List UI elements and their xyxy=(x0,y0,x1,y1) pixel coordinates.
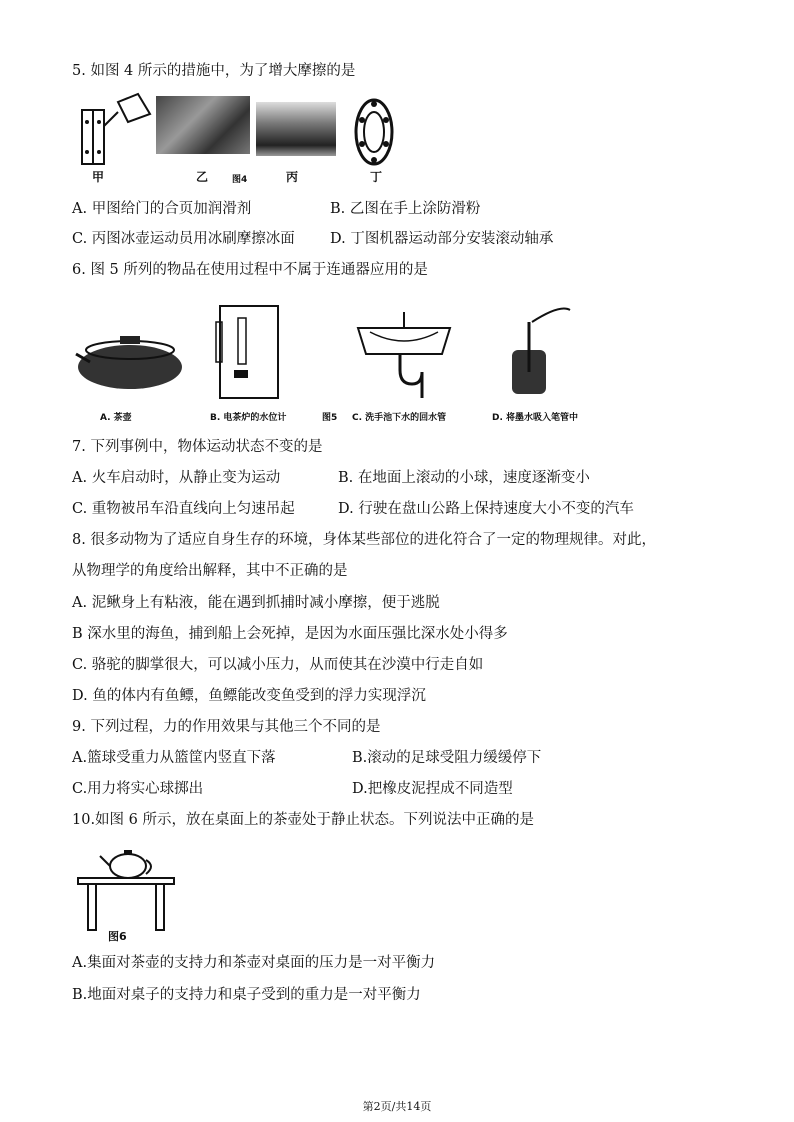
q8-option-d: D. 鱼的体内有鱼鳔，鱼鳔能改变鱼受到的浮力实现浮沉 xyxy=(72,688,426,704)
fig4-label-bing: 丙 xyxy=(286,170,299,184)
q7-option-a: A. 火车启动时，从静止变为运动 xyxy=(72,470,281,486)
q6-stem: 6. 图 5 所列的物品在使用过程中不属于连通器应用的是 xyxy=(72,262,428,278)
fig4-label-yi: 乙 xyxy=(196,170,209,184)
fig4-label-jia: 甲 xyxy=(92,170,105,184)
q8-stem-line2: 从物理学的角度给出解释，其中不正确的是 xyxy=(72,563,348,579)
q7-option-d: D. 行驶在盘山公路上保持速度大小不变的汽车 xyxy=(338,501,634,517)
fig5-caption-title: 图5 xyxy=(322,413,338,423)
q10-option-a: A.集面对茶壶的支持力和茶壶对桌面的压力是一对平衡力 xyxy=(72,955,436,971)
q7-option-b: B. 在地面上滚动的小球，速度逐渐变小 xyxy=(338,470,590,486)
q8-option-b: B 深水里的海鱼，捕到船上会死掉，是因为水面压强比深水处小得多 xyxy=(72,626,508,642)
figure-5 xyxy=(70,292,590,432)
q5-option-c: C. 丙图冰壶运动员用冰刷摩擦冰面 xyxy=(72,231,295,247)
q7-stem: 7. 下列事例中，物体运动状态不变的是 xyxy=(72,439,323,455)
q8-option-a: A. 泥鳅身上有粘液，能在遇到抓捕时减小摩擦，便于逃脱 xyxy=(72,595,440,611)
q5-option-a: A. 甲图给门的合页加润滑剂 xyxy=(72,201,252,217)
q7-option-c: C. 重物被吊车沿直线向上匀速吊起 xyxy=(72,501,295,517)
q9-stem: 9. 下列过程，力的作用效果与其他三个不同的是 xyxy=(72,719,381,735)
fig4-label-ding: 丁 xyxy=(370,170,383,184)
q5-stem: 5. 如图 4 所示的措施中，为了增大摩擦的是 xyxy=(72,63,356,79)
q8-stem-line1: 8. 很多动物为了适应自身生存的环境，身体某些部位的进化符合了一定的物理规律。对此， xyxy=(72,532,656,548)
q9-option-c: C.用力将实心球掷出 xyxy=(72,781,204,797)
q10-option-b: B.地面对桌子的支持力和桌子受到的重力是一对平衡力 xyxy=(72,987,421,1003)
teapot-on-table-drawing xyxy=(72,842,182,932)
q9-option-b: B.滚动的足球受阻力缓缓停下 xyxy=(352,750,542,766)
figure-4 xyxy=(78,92,408,187)
page-footer: 第2页/共14页 xyxy=(362,1100,432,1113)
fig5-caption-b: B. 电茶炉的水位计 xyxy=(210,413,287,423)
q8-option-c: C. 骆驼的脚掌很大，可以减小压力，从而使其在沙漠中行走自如 xyxy=(72,657,484,673)
q9-option-d: D.把橡皮泥捏成不同造型 xyxy=(352,781,513,797)
fig5-caption-a: A. 茶壶 xyxy=(100,413,132,423)
fig5-caption-c: C. 洗手池下水的回水管 xyxy=(352,413,447,423)
fig4-caption: 图4 xyxy=(232,175,248,185)
q5-option-d: D. 丁图机器运动部分安装滚动轴承 xyxy=(330,231,554,247)
q9-option-a: A.篮球受重力从篮筐内竖直下落 xyxy=(72,750,276,766)
q5-option-b: B. 乙图在手上涂防滑粉 xyxy=(330,201,481,217)
q10-stem: 10.如图 6 所示，放在桌面上的茶壶处于静止状态。下列说法中正确的是 xyxy=(72,812,535,828)
figure-6 xyxy=(72,842,182,942)
fig6-caption: 图6 xyxy=(108,930,127,943)
fig5-caption-d: D. 将墨水吸入笔管中 xyxy=(492,413,579,423)
connected-vessels-drawings xyxy=(70,292,590,404)
